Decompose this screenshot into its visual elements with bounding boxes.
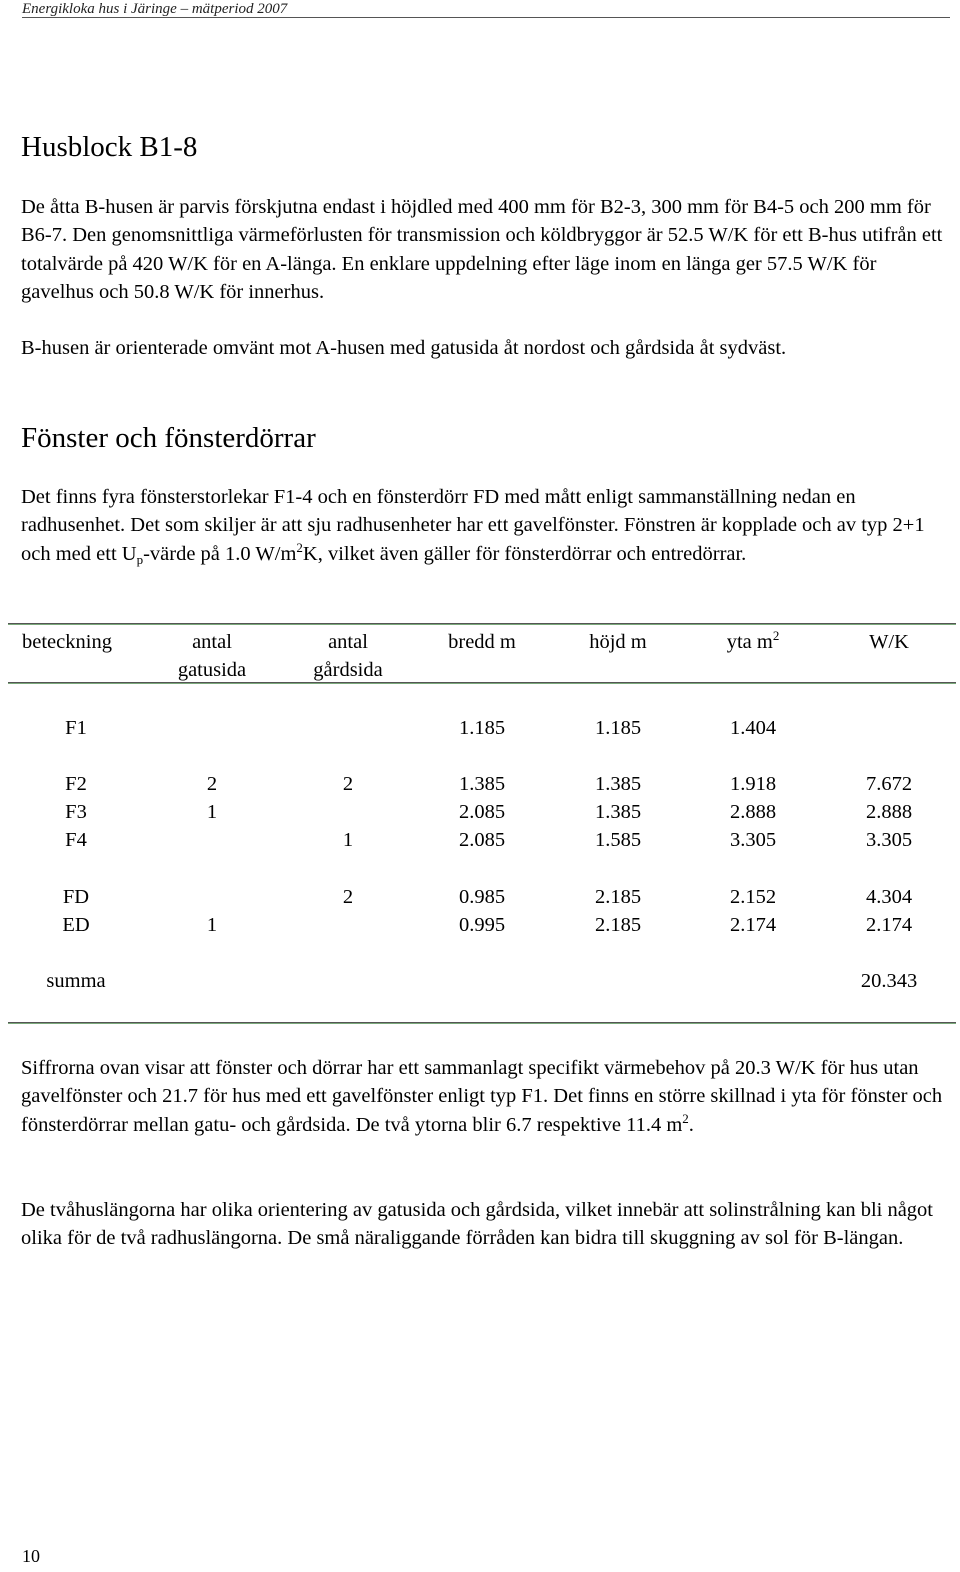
cell-gatusida: 1 — [206, 914, 218, 936]
paragraph-fonster-text-c: K, vilket även gäller för fönsterdörrar och entredörrar. — [302, 542, 747, 565]
cell-beteckning: F4 — [65, 829, 87, 851]
paragraph-summary-end: . — [688, 1113, 694, 1136]
table-top-rule — [8, 623, 956, 625]
section-title-fonster: Fönster och fönsterdörrar — [21, 422, 316, 454]
cell-wk: 3.305 — [865, 829, 913, 851]
cell-beteckning: F3 — [65, 801, 87, 823]
cell-yta: 1.918 — [729, 773, 777, 795]
cell-hojd: 1.185 — [594, 717, 642, 739]
running-title: Energiklokа hus i Järinge – mätperiod 2007 — [22, 1, 288, 17]
header-bredd: bredd m — [448, 631, 516, 653]
table-bottom-rule — [8, 1022, 956, 1024]
paragraph-fonster-text-b: -värde på 1.0 W/m — [143, 542, 297, 565]
header-antal-gardsida: antal gårdsida — [313, 631, 383, 681]
cell-gatusida: 1 — [206, 801, 218, 823]
header-antal-gatusida: antal gatusida — [177, 631, 247, 681]
cell-wk: 7.672 — [865, 773, 913, 795]
cell-gardsida: 2 — [342, 886, 354, 908]
cell-bredd: 0.995 — [458, 914, 506, 936]
cell-hojd: 1.385 — [594, 773, 642, 795]
cell-gardsida: 2 — [342, 773, 354, 795]
cell-yta: 1.404 — [729, 717, 777, 739]
header-yta-sup: 2 — [772, 628, 780, 643]
section-title-husblock: Husblock B1-8 — [21, 131, 198, 163]
page-number: 10 — [22, 1546, 40, 1566]
paragraph-fonster-text-a: Det finns fyra fönsterstorlekar F1-4 och en fönsterdörr FD med mått enligt sammanställning nedan en radhusenhet. Det som skiljer är att sju radhusenheter har ett gavelfönster. Fönstren är kopplade och av typ 2+1 och med ett U — [21, 486, 925, 565]
cell-yta: 2.174 — [729, 914, 777, 936]
cell-hojd: 1.385 — [594, 801, 642, 823]
cell-hojd: 2.185 — [594, 886, 642, 908]
cell-wk: 4.304 — [865, 886, 913, 908]
summa-value: 20.343 — [860, 970, 918, 992]
header-rule — [22, 17, 950, 18]
cell-beteckning: F2 — [65, 773, 87, 795]
paragraph-husblock-2: B-husen är orienterade omvänt mot A-husen med gatusida åt nordost och gårdsida åt sydväst. — [21, 337, 787, 359]
table-header-rule — [8, 682, 956, 684]
cell-yta: 3.305 — [729, 829, 777, 851]
summa-label: summa — [46, 970, 106, 992]
paragraph-fonster — [21, 483, 946, 568]
cell-bredd: 1.185 — [458, 717, 506, 739]
cell-bredd: 2.085 — [458, 829, 506, 851]
header-beteckning: beteckning — [22, 631, 112, 653]
cell-beteckning: F1 — [65, 717, 87, 739]
paragraph-orientation: De tvåhuslängorna har olika orientering av gatusida och gårdsida, vilket innebär att solinstrålning kan bli något olika för de två radhuslängorna. De små näraliggande förråden kan bidra till skuggning av sol för B-längan. — [21, 1199, 933, 1250]
paragraph-husblock-1: De åtta B-husen är parvis förskjutna endast i höjdled med 400 mm för B2-3, 300 mm för B4-5 och 200 mm för B6-7. Den genomsnittliga värmeförlusten för transmission och köldbryggor är 52.5 W/K för ett B-hus utifrån ett totalvärde på 420 W/K för en A-länga. En enklare uppdelning efter läge inom en länga ger 57.5 W/K för gavelhus och 50.8 W/K för innerhus. — [21, 196, 943, 304]
header-hojd: höjd m — [589, 631, 647, 653]
running-header — [22, 0, 950, 20]
cell-wk: 2.888 — [865, 801, 913, 823]
cell-hojd: 1.585 — [594, 829, 642, 851]
cell-yta: 2.888 — [729, 801, 777, 823]
cell-bredd: 2.085 — [458, 801, 506, 823]
m2-superscript: 2 — [296, 539, 303, 555]
paragraph-summary-text: Siffrorna ovan visar att fönster och dörrar har ett sammanlagt specifikt värmebehov på 20.3 W/K för hus utan gavelfönster och 21.7 för hus med ett gavelfönster enligt typ F1. Det finns en större skillnad i yta för fönster och fönsterdörrar mellan gatu- och gårdsida. De två ytorna blir 6.7 respektive 11.4 m — [21, 1057, 943, 1136]
header-yta — [700, 628, 806, 656]
cell-wk: 2.174 — [865, 914, 913, 936]
paragraph-summary — [21, 1054, 946, 1139]
cell-beteckning: FD — [62, 886, 90, 908]
header-yta-text: yta m — [726, 631, 773, 653]
cell-bredd: 1.385 — [458, 773, 506, 795]
header-wk: W/K — [869, 631, 909, 653]
cell-bredd: 0.985 — [458, 886, 506, 908]
cell-gatusida: 2 — [206, 773, 218, 795]
cell-gardsida: 1 — [342, 829, 354, 851]
cell-hojd: 2.185 — [594, 914, 642, 936]
cell-beteckning: ED — [62, 914, 90, 936]
cell-yta: 2.152 — [729, 886, 777, 908]
m2-superscript-summary: 2 — [682, 1110, 689, 1126]
u-subscript: p — [136, 551, 144, 567]
